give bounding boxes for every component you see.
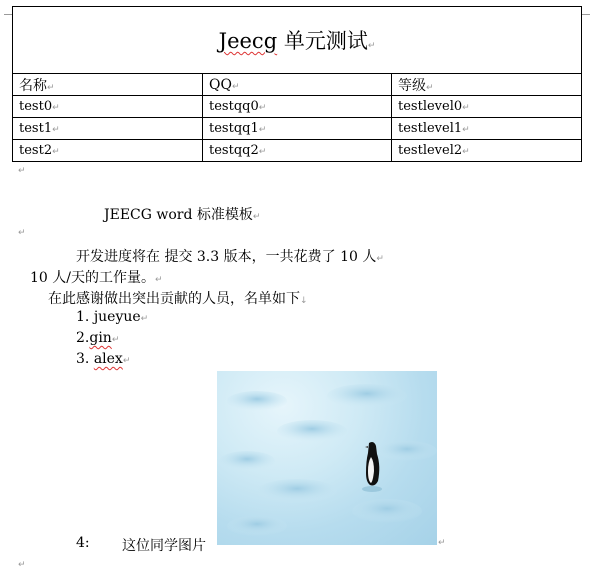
- table-row: [13, 118, 582, 140]
- cell-level: testlevel2↵: [392, 140, 582, 162]
- cell-name: test0↵: [13, 96, 203, 118]
- table-row: [13, 140, 582, 162]
- paragraph-mark: ↵: [47, 82, 55, 93]
- progress-paragraph-line-2: 10 人/天的工作量。↵: [30, 270, 163, 286]
- header-qq: QQ↵: [203, 74, 392, 96]
- item-4-caption: 4:: [76, 535, 90, 551]
- table-title-word: Jeecg: [218, 29, 278, 53]
- list-item: 2.gin↵: [76, 330, 120, 346]
- crop-mark-top-right: [581, 6, 590, 15]
- paragraph-mark: ↵: [426, 82, 434, 93]
- table-row: [13, 96, 582, 118]
- cell-level: testlevel0↵: [392, 96, 582, 118]
- cell-qq: testqq2↵: [203, 140, 392, 162]
- paragraph-mark: ↵: [438, 538, 446, 548]
- table-title: [13, 7, 582, 74]
- progress-paragraph-line-1: 开发进度将在 提交 3.3 版本，一共花费了 10 人↵: [76, 249, 384, 265]
- data-table: [12, 6, 582, 162]
- empty-paragraph-mark: ↵: [18, 228, 26, 238]
- empty-paragraph-mark: ↵: [18, 560, 26, 570]
- penguin-snow-image: [217, 371, 437, 545]
- penguin-picture: [217, 371, 437, 545]
- cell-qq: testqq0↵: [203, 96, 392, 118]
- paragraph-mark: ↵: [231, 81, 240, 92]
- list-item: 3. alex↵: [76, 351, 131, 367]
- table-title-rest: 单元测试: [277, 29, 368, 53]
- item-4-text: 这位同学图片: [122, 538, 206, 554]
- paragraph-mark: ↵: [367, 41, 376, 51]
- header-name: 名称↵: [13, 74, 203, 96]
- empty-paragraph-mark: ↵: [18, 166, 26, 176]
- cell-name: test2↵: [13, 140, 203, 162]
- header-level: 等级↵: [392, 74, 582, 96]
- table-title-row: [13, 7, 582, 74]
- thanks-paragraph: 在此感谢做出突出贡献的人员，名单如下↓: [48, 291, 308, 307]
- manual-line-break-mark: ↓: [300, 296, 308, 306]
- list-item: 1. jueyue↵: [76, 309, 149, 325]
- paragraph-mark: ↵: [252, 212, 261, 222]
- cell-level: testlevel1↵: [392, 118, 582, 140]
- cell-qq: testqq1↵: [203, 118, 392, 140]
- template-title: JEECG word 标准模板↵: [104, 207, 261, 223]
- table-header-row: [13, 74, 582, 96]
- cell-name: test1↵: [13, 118, 203, 140]
